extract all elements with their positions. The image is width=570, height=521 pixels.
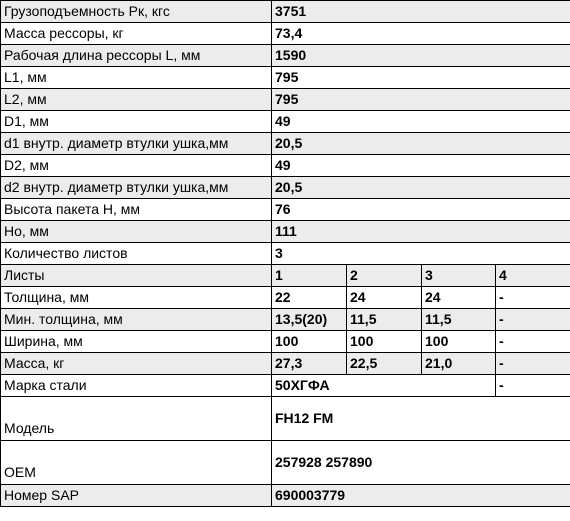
- row-label: OEM: [1, 441, 272, 485]
- row-label: Рабочая длина рессоры L, мм: [1, 45, 272, 67]
- table-row: [1, 375, 570, 397]
- table-row: [1, 177, 570, 199]
- table-row: [1, 287, 570, 309]
- row-label: L1, мм: [1, 67, 272, 89]
- row-label: Ho, мм: [1, 221, 272, 243]
- row-label: L2, мм: [1, 89, 272, 111]
- row-label: Масса рессоры, кг: [1, 23, 272, 45]
- row-label: Ширина, мм: [1, 331, 272, 353]
- table-row: [1, 441, 570, 485]
- table-row: [1, 309, 570, 331]
- leaf-value: 100: [347, 331, 422, 353]
- row-label: D1, мм: [1, 111, 272, 133]
- row-value: 20,5: [272, 133, 570, 155]
- row-value: 1590: [272, 45, 570, 67]
- row-label: Количество листов: [1, 243, 272, 265]
- table-row: [1, 221, 570, 243]
- leaf-column-header: 1: [272, 265, 347, 287]
- row-label: Масса, кг: [1, 353, 272, 375]
- row-value: 76: [272, 199, 570, 221]
- table-row: [1, 485, 570, 507]
- leaf-value: 11,5: [422, 309, 496, 331]
- row-label: Номер SAP: [1, 485, 272, 507]
- leaf-value: 100: [422, 331, 496, 353]
- row-label: Высота пакета H, мм: [1, 199, 272, 221]
- leaf-value: 21,0: [422, 353, 496, 375]
- table-row: [1, 199, 570, 221]
- table-row: [1, 111, 570, 133]
- leaf-column-header: 2: [347, 265, 422, 287]
- table-row: [1, 67, 570, 89]
- table-row: [1, 45, 570, 67]
- leaf-value: 24: [422, 287, 496, 309]
- table-row: [1, 155, 570, 177]
- leaf-value: 11,5: [347, 309, 422, 331]
- table-row: [1, 243, 570, 265]
- leaf-value: -: [496, 353, 570, 375]
- row-label: Марка стали: [1, 375, 272, 397]
- row-value: 795: [272, 67, 570, 89]
- row-value: 73,4: [272, 23, 570, 45]
- steel-extra-value: -: [496, 375, 570, 397]
- leaf-column-header: 4: [496, 265, 570, 287]
- row-value: 111: [272, 221, 570, 243]
- row-value: 795: [272, 89, 570, 111]
- row-label: d1 внутр. диаметр втулки ушка,мм: [1, 133, 272, 155]
- table-row: [1, 397, 570, 441]
- leaf-value: 22: [272, 287, 347, 309]
- row-label: Модель: [1, 397, 272, 441]
- row-value: 20,5: [272, 177, 570, 199]
- table-row: [1, 23, 570, 45]
- row-label: Мин. толщина, мм: [1, 309, 272, 331]
- sap-value: 690003779: [272, 485, 570, 507]
- table-row: [1, 133, 570, 155]
- row-label: Грузоподъемность Pк, кгс: [1, 1, 272, 23]
- row-value: 3: [272, 243, 570, 265]
- table-row: [1, 353, 570, 375]
- leaves-header-row: [1, 265, 570, 287]
- leaf-value: 100: [272, 331, 347, 353]
- model-value: FH12 FM: [272, 397, 570, 441]
- leaf-value: -: [496, 331, 570, 353]
- row-label: Листы: [1, 265, 272, 287]
- row-label: d2 внутр. диаметр втулки ушка,мм: [1, 177, 272, 199]
- leaf-value: 27,3: [272, 353, 347, 375]
- steel-grade-value: 50ХГФА: [272, 375, 496, 397]
- leaf-value: 13,5(20): [272, 309, 347, 331]
- leaf-value: 24: [347, 287, 422, 309]
- row-value: 49: [272, 155, 570, 177]
- row-value: 49: [272, 111, 570, 133]
- oem-value: 257928 257890: [272, 441, 570, 485]
- table-row: [1, 1, 570, 23]
- row-label: Толщина, мм: [1, 287, 272, 309]
- leaf-value: -: [496, 287, 570, 309]
- leaf-column-header: 3: [422, 265, 496, 287]
- row-value: 3751: [272, 1, 570, 23]
- leaf-value: -: [496, 309, 570, 331]
- table-row: [1, 331, 570, 353]
- leaf-value: 22,5: [347, 353, 422, 375]
- table-row: [1, 89, 570, 111]
- row-label: D2, мм: [1, 155, 272, 177]
